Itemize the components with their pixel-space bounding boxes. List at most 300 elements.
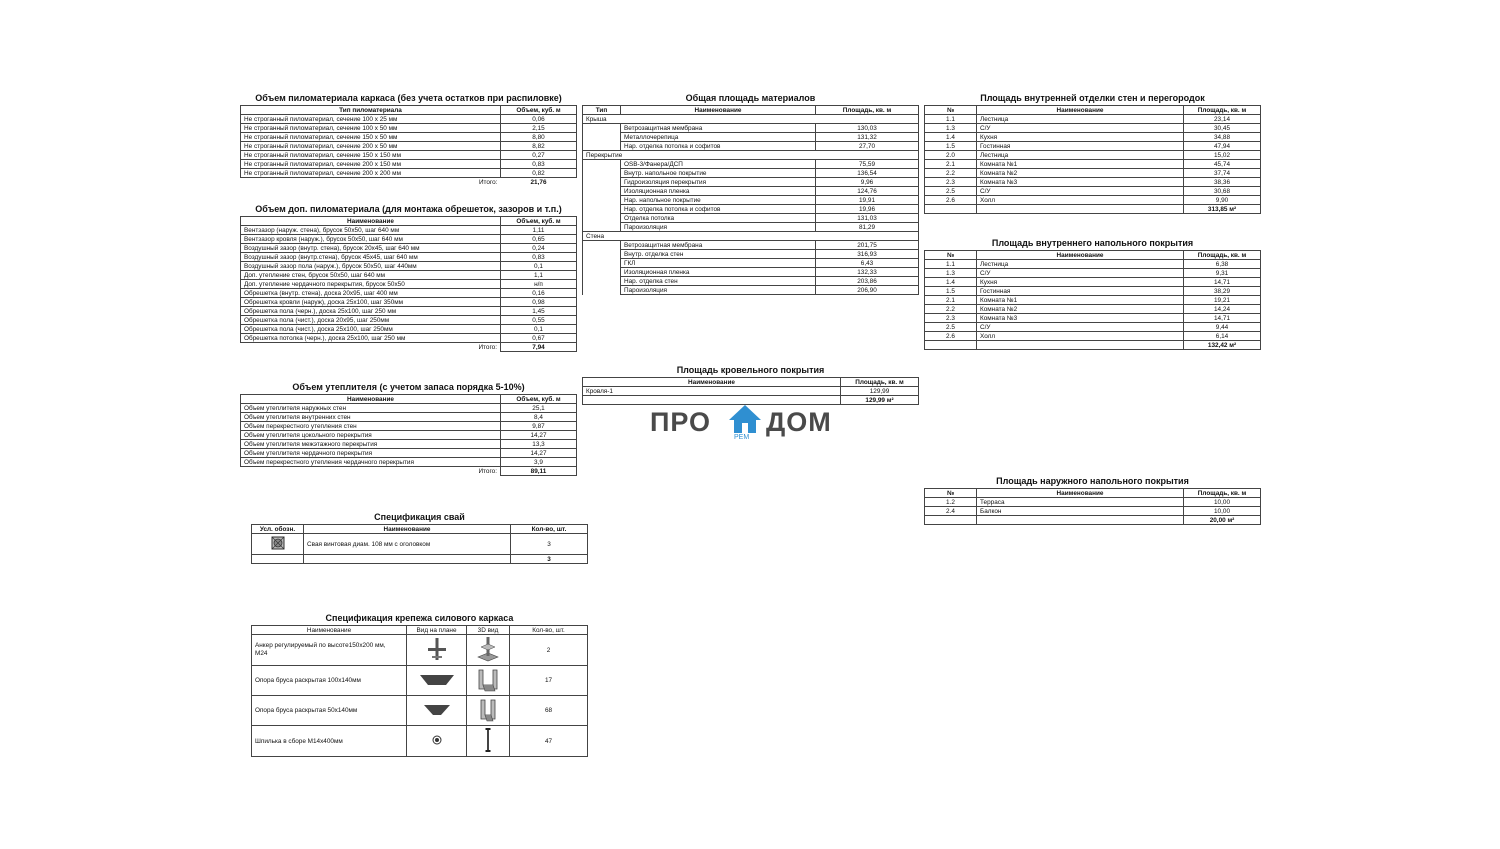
table-cell: 0,55 (501, 316, 577, 325)
table-cell: Не строганный пиломатериал, сечение 100 х 25 мм (241, 115, 501, 124)
table-cell: Нар. напольное покрытие (621, 196, 816, 205)
table-row (241, 151, 577, 160)
table-cell: 201,75 (816, 241, 919, 250)
table-cell: С/У (977, 187, 1184, 196)
table-cell: 124,76 (816, 187, 919, 196)
fasteners-section (251, 613, 588, 757)
table-cell: 3,9 (501, 458, 577, 467)
table-row (583, 286, 919, 295)
table-cell: Нар. отделка стен (621, 277, 816, 286)
table-cell: Гидроизоляция перекрытия (621, 178, 816, 187)
col-header: Наименование (241, 395, 501, 404)
table-cell: Внутр. отделка стен (621, 250, 816, 259)
table-cell: Изоляционная пленка (621, 268, 816, 277)
empty-cell (977, 205, 1184, 214)
table-cell: 47,94 (1184, 142, 1261, 151)
table-cell: 37,74 (1184, 169, 1261, 178)
table-row (925, 124, 1261, 133)
table-cell: Обрешетка пола (черн.), доска 25х100, шаг 250 мм (241, 307, 501, 316)
piles-title: Спецификация свай (374, 512, 465, 522)
table-row (925, 187, 1261, 196)
total-label: Итого: (478, 467, 497, 475)
table-cell: Лестница (977, 260, 1184, 269)
empty-cell (583, 133, 621, 142)
table-cell: 130,03 (816, 124, 919, 133)
table-cell: Не строганный пиломатериал, сечение 150 х 50 мм (241, 133, 501, 142)
table-cell: Объем утеплителя внутренних стен (241, 413, 501, 422)
table-cell: 1.5 (925, 287, 977, 296)
col-header: Наименование (977, 489, 1184, 498)
table-cell: Комната №2 (977, 305, 1184, 314)
col-header: Наименование (252, 626, 407, 635)
table-row (925, 507, 1261, 516)
table-cell: 6,43 (816, 259, 919, 268)
table-cell: н/п (501, 280, 577, 289)
table-cell: 25,1 (501, 404, 577, 413)
table-cell: Комната №2 (977, 169, 1184, 178)
insulation-section (240, 382, 577, 476)
fastener-name-line: Анкер регулируемый по высоте150х200 мм, (255, 642, 386, 649)
table-row (241, 253, 577, 262)
table-row (241, 422, 577, 431)
empty-cell (583, 205, 621, 214)
table-row (583, 142, 919, 151)
table-cell: 45,74 (1184, 160, 1261, 169)
table-row (583, 178, 919, 187)
table-cell: 81,29 (816, 223, 919, 232)
table-cell: 206,90 (816, 286, 919, 295)
total-label: Итого: (478, 343, 497, 351)
col-header: № (925, 489, 977, 498)
table-cell: Внутр. напольное покрытие (621, 169, 816, 178)
table-row (583, 205, 919, 214)
table-cell: 0,82 (501, 169, 577, 178)
table-cell: 129,99 (841, 387, 919, 396)
table-row (925, 260, 1261, 269)
empty-cell (304, 555, 511, 564)
walls-body (925, 115, 1261, 205)
group-type: Крыша (583, 115, 919, 124)
walls-title: Площадь внутренней отделки стен и перегородок (980, 93, 1205, 103)
col-header: Кол-во, шт. (511, 525, 588, 534)
table-row (925, 178, 1261, 187)
empty-cell (583, 241, 621, 250)
table-cell: 203,86 (816, 277, 919, 286)
table-cell: Балкон (977, 507, 1184, 516)
fastener-name-line: М24 (255, 650, 268, 657)
table-row (925, 269, 1261, 278)
table-row (583, 250, 919, 259)
table-cell: 0,06 (501, 115, 577, 124)
col-header: № (925, 106, 977, 115)
stud-3d-icon (483, 726, 493, 754)
fastener-name: Опора бруса раскрытая 50х140мм (252, 696, 407, 726)
table-cell: 14,24 (1184, 305, 1261, 314)
table-row (925, 498, 1261, 507)
table-cell: 9,87 (501, 422, 577, 431)
table-cell: 13,3 (501, 440, 577, 449)
table-row (925, 278, 1261, 287)
plan-view-cell (407, 635, 467, 666)
table-cell: Пароизоляция (621, 286, 816, 295)
table-cell: Лестница (977, 151, 1184, 160)
table-row (925, 314, 1261, 323)
walls-section (924, 93, 1261, 214)
3d-view-cell (467, 696, 510, 726)
table-cell: Объем перекрестного утепления стен (241, 422, 501, 431)
table-cell: С/У (977, 269, 1184, 278)
roof-table (582, 377, 919, 405)
fastener-name (252, 635, 407, 666)
empty-cell (925, 516, 977, 525)
empty-cell (583, 268, 621, 277)
table-cell: 38,36 (1184, 178, 1261, 187)
table-cell: Обрешетка пола (чист.), доска 25х100, шаг 250мм (241, 325, 501, 334)
table-cell: 2.3 (925, 314, 977, 323)
empty-cell (925, 341, 977, 350)
table-row (583, 223, 919, 232)
frame-lumber-title: Объем пиломатериала каркаса (без учета остатков при распиловке) (255, 93, 562, 103)
insulation-table (240, 394, 577, 476)
table-row (241, 458, 577, 467)
floor-in-section (924, 238, 1261, 350)
col-header: Наименование (304, 525, 511, 534)
total-value: 21,76 (530, 178, 547, 186)
col-header: Усл. обозн. (252, 525, 304, 534)
floor-in-table (924, 250, 1261, 350)
pile-name: Свая винтовая диам. 108 мм с оголовком (304, 534, 511, 555)
col-header: Наименование (977, 106, 1184, 115)
table-cell: 0,67 (501, 334, 577, 343)
table-cell: 6,38 (1184, 260, 1261, 269)
table-row (925, 287, 1261, 296)
empty-cell (252, 555, 304, 564)
insulation-title: Объем утеплителя (с учетом запаса порядка 5-10%) (292, 382, 525, 392)
total-value: 89,11 (501, 467, 577, 476)
floor-in-title: Площадь внутреннего напольного покрытия (991, 238, 1194, 248)
floor-out-section (924, 476, 1261, 525)
table-row (241, 298, 577, 307)
table-row (583, 187, 919, 196)
group-row (583, 232, 919, 241)
table-row (241, 115, 577, 124)
table-cell: 23,14 (1184, 115, 1261, 124)
frame-lumber-table (240, 105, 577, 186)
stud-plan-icon (432, 735, 442, 745)
frame-lumber-section (240, 93, 577, 186)
col-header: Вид на плане (407, 626, 467, 635)
group-row (583, 151, 919, 160)
empty-cell (583, 259, 621, 268)
plan-view-cell (407, 666, 467, 696)
table-cell: Объем утеплителя цокольного перекрытия (241, 431, 501, 440)
table-row (241, 271, 577, 280)
table-row (583, 214, 919, 223)
table-cell: 2.2 (925, 305, 977, 314)
table-cell: С/У (977, 323, 1184, 332)
table-row (241, 142, 577, 151)
total-value: 7,94 (501, 343, 577, 352)
col-header: Площадь, кв. м (841, 378, 919, 387)
table-row (925, 323, 1261, 332)
fastener-qty: 68 (510, 696, 588, 726)
col-header: Площадь, кв. м (816, 106, 919, 115)
table-cell: Кухня (977, 278, 1184, 287)
table-cell: 1.1 (925, 260, 977, 269)
table-cell: Вентзазор кровля (наруж.), брусок 50х50, шаг 640 мм (241, 235, 501, 244)
total-value: 129,99 м² (841, 396, 919, 405)
table-cell: Объем утеплителя наружных стен (241, 404, 501, 413)
anchor-plan-icon (426, 636, 448, 662)
table-row (583, 133, 919, 142)
table-cell: 2.6 (925, 196, 977, 205)
table-row (241, 289, 577, 298)
floor-out-title: Площадь наружного напольного покрытия (996, 476, 1189, 486)
table-cell: 2.4 (925, 507, 977, 516)
col-header: Площадь, кв. м (1184, 251, 1261, 260)
3d-view-cell (467, 666, 510, 696)
table-cell: 14,71 (1184, 278, 1261, 287)
table-cell: Кухня (977, 133, 1184, 142)
table-row (241, 280, 577, 289)
table-row (241, 325, 577, 334)
table-cell: 2.1 (925, 296, 977, 305)
table-row (925, 196, 1261, 205)
table-row (252, 534, 588, 555)
table-cell: 1,11 (501, 226, 577, 235)
fastener-name: Опора бруса раскрытая 100х140мм (252, 666, 407, 696)
table-cell: 2.2 (925, 169, 977, 178)
table-cell: Не строганный пиломатериал, сечение 200 х 150 мм (241, 160, 501, 169)
col-header: № (925, 251, 977, 260)
logo-text-left: ПРО (650, 407, 712, 437)
table-row (241, 413, 577, 422)
table-cell: Кровля-1 (583, 387, 841, 396)
table-row (583, 196, 919, 205)
table-cell: Воздушный зазор (внутр. стена), брусок 20х45, шаг 640 мм (241, 244, 501, 253)
empty-cell (583, 160, 621, 169)
table-row (925, 169, 1261, 178)
table-cell: Объем утеплителя чердачного перекрытия (241, 449, 501, 458)
table-cell: 1.2 (925, 498, 977, 507)
table-cell: 2.5 (925, 187, 977, 196)
table-cell: 1,45 (501, 307, 577, 316)
table-row (583, 124, 919, 133)
empty-cell (583, 214, 621, 223)
table-cell: Нар. отделка потолка и софитов (621, 142, 816, 151)
table-cell: Пароизоляция (621, 223, 816, 232)
table-row (241, 226, 577, 235)
table-row (241, 169, 577, 178)
table-row (583, 277, 919, 286)
col-header: Объем, куб. м (501, 106, 577, 115)
col-header: Кол-во, шт. (510, 626, 588, 635)
table-cell: Воздушный зазор (внутр.стена), брусок 45х45, шаг 640 мм (241, 253, 501, 262)
table-cell: 0,83 (501, 160, 577, 169)
table-cell: 15,02 (1184, 151, 1261, 160)
empty-cell (583, 142, 621, 151)
table-row (252, 666, 588, 696)
table-row (583, 268, 919, 277)
table-cell: 131,32 (816, 133, 919, 142)
table-cell: 0,1 (501, 325, 577, 334)
table-cell: 30,45 (1184, 124, 1261, 133)
table-cell: Лестница (977, 115, 1184, 124)
table-cell: Нар. отделка потолка и софитов (621, 205, 816, 214)
table-cell: 0,83 (501, 253, 577, 262)
table-cell: Металлочерепица (621, 133, 816, 142)
table-cell: Ветрозащитная мембрана (621, 241, 816, 250)
table-row (925, 142, 1261, 151)
col-header: Наименование (241, 217, 501, 226)
table-cell: 2.5 (925, 323, 977, 332)
roof-body (583, 387, 919, 396)
table-cell: 1.3 (925, 269, 977, 278)
col-header: Наименование (583, 378, 841, 387)
table-cell: 19,21 (1184, 296, 1261, 305)
fastener-qty: 2 (510, 635, 588, 666)
table-cell: Гостинная (977, 287, 1184, 296)
table-cell: 132,33 (816, 268, 919, 277)
table-row (583, 169, 919, 178)
col-header: Объем, куб. м (501, 395, 577, 404)
extra-lumber-section (240, 204, 577, 352)
table-cell: Холл (977, 332, 1184, 341)
table-cell: Ветрозащитная мембрана (621, 124, 816, 133)
table-row (241, 244, 577, 253)
fasteners-table (251, 625, 588, 757)
roof-title: Площадь кровельного покрытия (676, 365, 825, 375)
col-header: Площадь, кв. м (1184, 489, 1261, 498)
floor-out-body (925, 498, 1261, 516)
table-row (241, 431, 577, 440)
materials-table (582, 105, 919, 295)
table-cell: Холл (977, 196, 1184, 205)
group-type: Перекрытие (583, 151, 919, 160)
table-cell: 75,59 (816, 160, 919, 169)
table-row (241, 404, 577, 413)
table-cell: Не строганный пиломатериал, сечение 150 х 150 мм (241, 151, 501, 160)
col-header: Тип пиломатериала (241, 106, 501, 115)
piles-section (251, 512, 588, 564)
table-cell: 8,4 (501, 413, 577, 422)
table-row (583, 160, 919, 169)
table-row (241, 235, 577, 244)
table-row (583, 387, 919, 396)
table-cell: 9,31 (1184, 269, 1261, 278)
table-cell: 1,1 (501, 271, 577, 280)
table-cell: Обрешетка кровли (наруж), доска 25х100, шаг 350мм (241, 298, 501, 307)
3d-view-cell (467, 635, 510, 666)
piles-table (251, 524, 588, 564)
table-cell: 19,91 (816, 196, 919, 205)
plan-view-cell (407, 726, 467, 757)
logo-text-right: ДОМ (766, 407, 832, 437)
table-cell: 2.0 (925, 151, 977, 160)
house-icon (728, 404, 762, 434)
table-cell: Комната №3 (977, 314, 1184, 323)
table-cell: 34,88 (1184, 133, 1261, 142)
total-value: 132,42 м² (1184, 341, 1261, 350)
logo-sub-text: РЕМ (734, 434, 750, 441)
beam-support-plan-icon (419, 673, 455, 687)
empty-cell (583, 169, 621, 178)
table-row (241, 316, 577, 325)
table-cell: 0,24 (501, 244, 577, 253)
table-row (241, 307, 577, 316)
table-row (252, 696, 588, 726)
table-cell: 2,15 (501, 124, 577, 133)
table-cell: 1.1 (925, 115, 977, 124)
table-cell: Объем утеплителя межэтажного перекрытия (241, 440, 501, 449)
walls-table (924, 105, 1261, 214)
table-cell: 14,27 (501, 449, 577, 458)
empty-cell (925, 205, 977, 214)
empty-cell (977, 341, 1184, 350)
fastener-qty: 17 (510, 666, 588, 696)
frame-lumber-body (241, 115, 577, 178)
table-row (241, 124, 577, 133)
table-row (925, 133, 1261, 142)
col-header: Наименование (621, 106, 816, 115)
beam-support-small-3d-icon (476, 697, 500, 723)
table-cell: 9,90 (1184, 196, 1261, 205)
col-header: Наименование (977, 251, 1184, 260)
extra-lumber-table (240, 216, 577, 352)
empty-cell (583, 250, 621, 259)
table-cell: Обрешетка (внутр. стена), доска 20х95, шаг 400 мм (241, 289, 501, 298)
pile-symbol-icon (271, 536, 285, 550)
table-cell: Не строганный пиломатериал, сечение 200 х 50 мм (241, 142, 501, 151)
table-cell: OSB-3/Фанера/ДСП (621, 160, 816, 169)
materials-title: Общая площадь материалов (685, 93, 816, 103)
table-cell: 0,98 (501, 298, 577, 307)
table-cell: С/У (977, 124, 1184, 133)
table-cell: Гостинная (977, 142, 1184, 151)
table-cell: Комната №1 (977, 160, 1184, 169)
group-type: Стена (583, 232, 919, 241)
table-cell: Доп. утепление стен, брусок 50х50, шаг 640 мм (241, 271, 501, 280)
table-cell: 2.6 (925, 332, 977, 341)
table-cell: 0,65 (501, 235, 577, 244)
table-cell: Вентзазор (наруж. стена), брусок 50х50, шаг 640 мм (241, 226, 501, 235)
table-row (241, 334, 577, 343)
empty-cell (977, 516, 1184, 525)
insulation-body (241, 404, 577, 467)
table-cell: Отделка потолка (621, 214, 816, 223)
pile-qty: 3 (511, 534, 588, 555)
table-cell: 1.3 (925, 124, 977, 133)
table-cell: 6,14 (1184, 332, 1261, 341)
fastener-name: Шпилька в сборе М14х400мм (252, 726, 407, 757)
fasteners-title: Спецификация крепежа силового каркаса (325, 613, 514, 623)
table-cell: Изоляционная пленка (621, 187, 816, 196)
col-header: Площадь, кв. м (1184, 106, 1261, 115)
table-cell: 2.1 (925, 160, 977, 169)
table-row (241, 133, 577, 142)
table-row (925, 115, 1261, 124)
table-cell: 19,96 (816, 205, 919, 214)
table-cell: 30,68 (1184, 187, 1261, 196)
table-cell: ГКЛ (621, 259, 816, 268)
table-cell: 38,29 (1184, 287, 1261, 296)
table-cell: 0,16 (501, 289, 577, 298)
extra-lumber-body (241, 226, 577, 343)
materials-section (582, 93, 919, 295)
table-cell: Обрешетка пола (чист.), доска 20х95, шаг 250мм (241, 316, 501, 325)
table-cell: 8,82 (501, 142, 577, 151)
table-cell: Воздушный зазор пола (наруж.), брусок 50х50, шаг 440мм (241, 262, 501, 271)
